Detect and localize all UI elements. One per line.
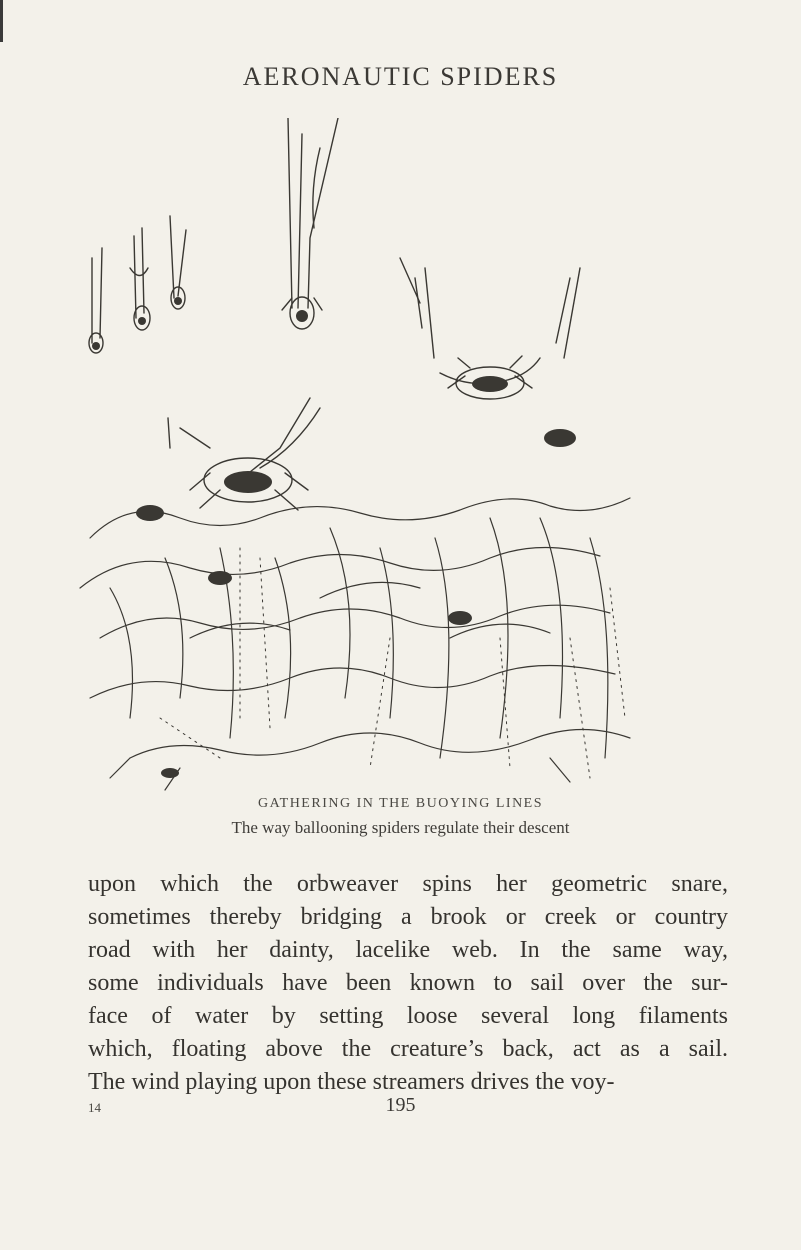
center-spider bbox=[168, 398, 320, 510]
hanging-spider-3 bbox=[170, 216, 186, 309]
body-line: which, floating above the creature’s back, act as a sail. bbox=[88, 1036, 728, 1062]
body-paragraph bbox=[88, 868, 728, 1099]
body-line: sometimes thereby bridging a brook or creek or country bbox=[88, 904, 728, 930]
hanging-spider-1 bbox=[89, 248, 103, 353]
body-line: The wind playing upon these streamers drives the voy- bbox=[88, 1069, 615, 1095]
body-line: road with her dainty, lacelike web. In the same way, bbox=[88, 937, 728, 963]
signature-mark: 14 bbox=[88, 1100, 101, 1115]
page-number: 195 bbox=[385, 1094, 416, 1116]
running-head: AERONAUTIC SPIDERS bbox=[242, 62, 559, 91]
body-line: upon which the orbweaver spins her geometric snare, bbox=[88, 871, 728, 897]
figure-caption-subtitle: The way ballooning spiders regulate their descent bbox=[231, 818, 570, 837]
page-edge-rule bbox=[0, 0, 3, 42]
grass-mass bbox=[80, 498, 630, 790]
body-line: face of water by setting loose several long filaments bbox=[88, 1003, 728, 1029]
hanging-spider-4 bbox=[282, 118, 338, 329]
body-line: some individuals have been known to sail over the sur- bbox=[88, 970, 728, 996]
hanging-spider-2 bbox=[130, 228, 150, 330]
spider-illustration bbox=[70, 118, 640, 798]
figure-caption-title: GATHERING IN THE BUOYING LINES bbox=[257, 796, 544, 811]
